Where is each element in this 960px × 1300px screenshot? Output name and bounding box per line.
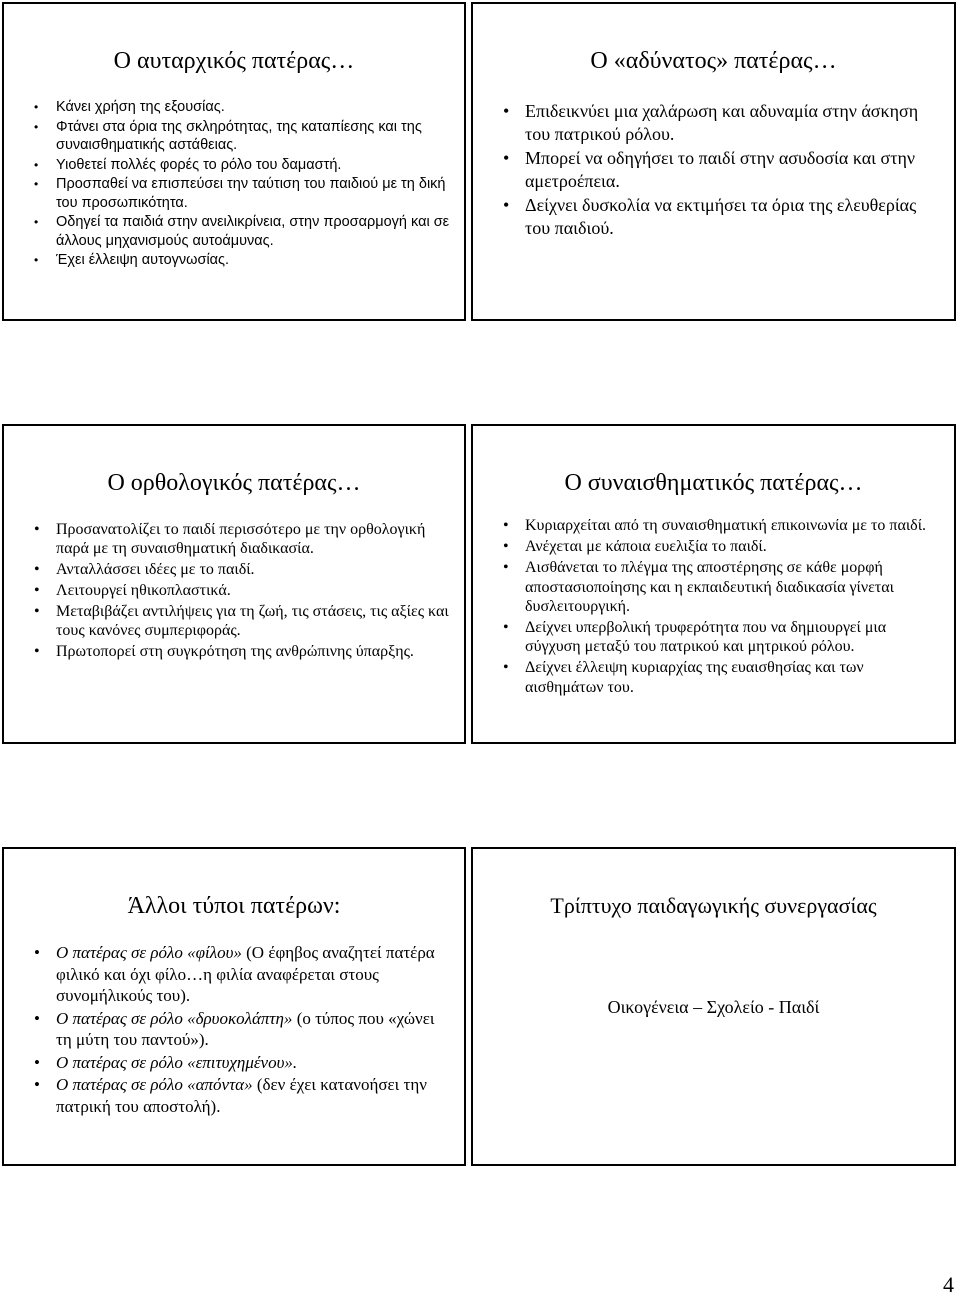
slide-authoritarian-father <box>2 2 466 321</box>
bullet-icon: • <box>34 521 40 538</box>
bullet-icon: • <box>503 619 509 637</box>
bullet-text: Μεταβιβάζει αντιλήψεις για τη ζωή, τις στάσεις, τις αξίες και τους κανόνες συμπεριφοράς. <box>56 603 449 639</box>
slide-pedagogical-triptych <box>471 847 956 1166</box>
bullet-text: Προσανατολίζει το παιδί περισσότερο με την ορθολογική παρά με τη συναισθηματική διαδικασία. <box>56 521 426 557</box>
bullet-text: Αισθάνεται το πλέγμα της αποστέρησης σε κάθε μορφή αποστασιοποίησης και η εκπαιδευτική διαδικασία γίνεται δυσλειτουργική. <box>525 559 894 615</box>
bullet-icon: • <box>34 561 40 578</box>
bullet-text: Δείχνει δυσκολία να εκτιμήσει τα όρια της ελευθερίας του παιδιού. <box>525 195 917 238</box>
list-item <box>34 251 454 270</box>
bullet-icon: • <box>34 582 40 599</box>
list-item <box>503 658 943 696</box>
bullet-text: (ο τύπος που «χώνει τη μύτη του παντού»). <box>56 1008 435 1049</box>
list-item <box>34 98 454 117</box>
list-item <box>34 642 454 661</box>
bullet-text: Οδηγεί τα παιδιά στην ανειλικρίνεια, στην προσαρμογή και σε άλλους μηχανισμούς αυτοάμυνας. <box>56 214 450 249</box>
bullet-icon: • <box>503 517 509 534</box>
list-item <box>34 520 454 558</box>
bullet-list <box>34 520 454 663</box>
bullet-icon: • <box>34 1052 40 1072</box>
bullet-text: Δείχνει έλλειψη κυριαρχίας της ευαισθησίας και των αισθημάτων του. <box>525 659 864 696</box>
bullet-icon: • <box>503 659 509 677</box>
bullet-icon: • <box>34 253 39 267</box>
bullet-text: Κάνει χρήση της εξουσίας. <box>56 99 225 115</box>
bullet-text: Πρωτοπορεί στη συγκρότηση της ανθρώπινης ύπαρξης. <box>56 643 414 660</box>
bullet-text: Έχει έλλειψη αυτογνωσίας. <box>56 252 230 268</box>
bullet-icon: • <box>503 101 510 121</box>
slide-title: Άλλοι τύποι πατέρων: <box>127 893 341 919</box>
bullet-text: Προσπαθεί να επισπεύσει την ταύτιση του παιδιού με τη δική του προσωπικότητα. <box>56 176 446 211</box>
slide-weak-father <box>471 2 956 321</box>
list-item <box>34 560 454 579</box>
list-item <box>503 516 943 535</box>
bullet-text: Ανέχεται με κάποια ευελιξία το παιδί. <box>525 538 767 556</box>
bullet-list <box>503 100 943 241</box>
bullet-text: Φτάνει στα όρια της σκληρότητας, της καταπίεσης και της συναισθηματικής αστάθειας. <box>56 118 422 153</box>
list-item <box>503 537 943 556</box>
bullet-italic-text: Ο πατέρας σε ρόλο «φίλου» <box>56 943 242 962</box>
bullet-icon: • <box>34 157 39 172</box>
list-item <box>503 100 943 145</box>
bullet-text: (Ο έφηβος αναζητεί πατέρα φιλικό και όχι φίλο…η φιλία αναφέρεται στους συνομήλικούς του). <box>56 943 435 1005</box>
bullet-icon: • <box>34 643 40 660</box>
bullet-italic-text: Ο πατέρας σε ρόλο «επιτυχημένου». <box>56 1052 298 1072</box>
page-number: 4 <box>943 1272 954 1297</box>
bullet-icon: • <box>34 177 39 191</box>
list-item <box>34 175 454 212</box>
list-item <box>34 213 454 250</box>
slide-title: Ο αυταρχικός πατέρας… <box>113 48 355 74</box>
list-item <box>34 1008 454 1051</box>
list-item <box>503 194 943 239</box>
slide-title: Ο συναισθηματικός πατέρας… <box>564 470 863 496</box>
bullet-text: Κυριαρχείται από τη συναισθηματική επικοινωνία με το παιδί. <box>525 517 927 534</box>
bullet-text: Ανταλλάσσει ιδέες με το παιδί. <box>56 561 255 578</box>
list-item <box>34 1052 454 1074</box>
list-item <box>34 118 454 155</box>
list-item <box>503 618 943 656</box>
slide-emotional-father <box>471 424 956 744</box>
bullet-list <box>503 516 943 699</box>
bullet-icon: • <box>34 1075 40 1094</box>
bullet-icon: • <box>34 1008 40 1028</box>
bullet-list <box>34 942 454 1118</box>
bullet-icon: • <box>34 215 39 229</box>
list-item <box>34 602 454 640</box>
slide-title: Τρίπτυχο παιδαγωγικής συνεργασίας <box>550 893 877 918</box>
slide-title: Ο ορθολογικός πατέρας… <box>107 470 361 496</box>
bullet-icon: • <box>34 119 39 134</box>
bullet-text: (δεν έχει κατανοήσει την πατρική του αποστολή). <box>56 1075 427 1116</box>
list-item <box>34 1074 454 1117</box>
list-item <box>34 942 454 1007</box>
bullet-icon: • <box>34 943 40 962</box>
list-item <box>503 147 943 192</box>
bullet-text: Επιδεικνύει μια χαλάρωση και αδυναμία στην άσκηση του πατρικού ρόλου. <box>525 101 919 144</box>
list-item <box>503 558 943 616</box>
slide-other-father-types <box>2 847 466 1166</box>
bullet-text: Λειτουργεί ηθικοπλαστικά. <box>56 582 231 599</box>
bullet-text: Δείχνει υπερβολική τρυφερότητα που να δημιουργεί μια σύγχυση μεταξύ του πατρικού και μητρικού ρόλου. <box>525 619 887 656</box>
bullet-text: Υιοθετεί πολλές φορές το ρόλο του δαμαστή. <box>56 156 342 173</box>
bullet-icon: • <box>503 559 509 577</box>
list-item <box>34 581 454 600</box>
bullet-icon: • <box>503 538 509 556</box>
bullet-icon: • <box>503 148 510 168</box>
list-item <box>34 156 454 175</box>
slide-title: Ο «αδύνατος» πατέρας… <box>590 48 837 74</box>
slide-rational-father <box>2 424 466 744</box>
bullet-italic-text: Ο πατέρας σε ρόλο «δρυοκολάπτη» <box>56 1008 293 1028</box>
triptych-text: Οικογένεια – Σχολείο - Παιδί <box>607 997 820 1017</box>
bullet-text: Μπορεί να οδηγήσει το παιδί στην ασυδοσία και στην αμετροέπεια. <box>525 148 915 191</box>
bullet-list <box>34 98 454 271</box>
bullet-icon: • <box>34 100 39 114</box>
bullet-icon: • <box>34 603 40 620</box>
bullet-icon: • <box>503 195 510 215</box>
bullet-italic-text: Ο πατέρας σε ρόλο «απόντα» <box>56 1075 253 1094</box>
